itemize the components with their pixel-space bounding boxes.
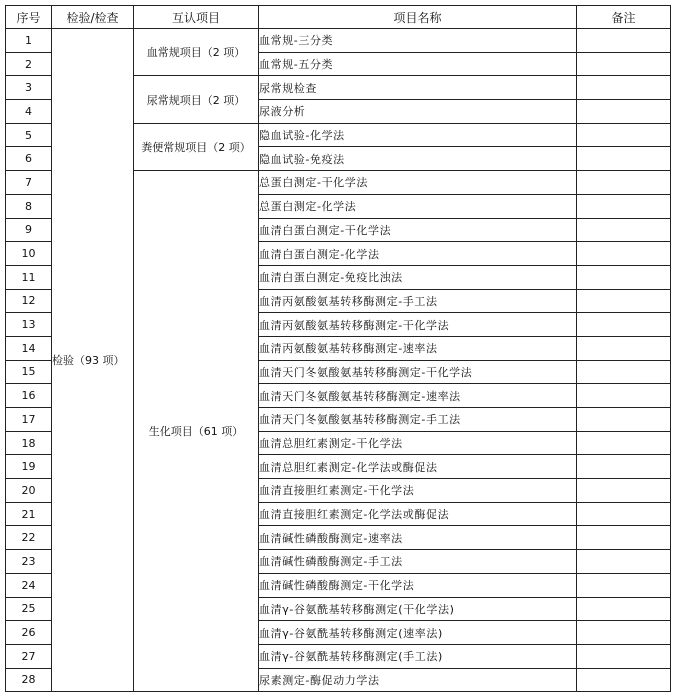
row-note xyxy=(577,147,671,171)
header-category: 检验/检查 xyxy=(52,6,134,29)
row-item-name: 尿常规检查 xyxy=(259,76,577,100)
row-note xyxy=(577,597,671,621)
row-note xyxy=(577,479,671,503)
row-item-name: 血清碱性磷酸酶测定-干化学法 xyxy=(259,573,577,597)
row-item-name: 血清γ-谷氨酰基转移酶测定(速率法) xyxy=(259,621,577,645)
row-seq: 20 xyxy=(6,479,52,503)
row-item-name: 血清天门冬氨酸氨基转移酶测定-速率法 xyxy=(259,384,577,408)
row-seq: 15 xyxy=(6,360,52,384)
row-seq: 11 xyxy=(6,265,52,289)
row-note xyxy=(577,668,671,692)
row-seq: 14 xyxy=(6,336,52,360)
row-seq: 8 xyxy=(6,194,52,218)
row-seq: 16 xyxy=(6,384,52,408)
row-note xyxy=(577,360,671,384)
row-item-name: 血常规-五分类 xyxy=(259,52,577,76)
row-item-name: 血清天门冬氨酸氨基转移酶测定-手工法 xyxy=(259,408,577,432)
row-item-name: 血清白蛋白测定-化学法 xyxy=(259,242,577,266)
group-cell: 生化项目（61 项） xyxy=(134,171,259,692)
group-cell: 血常规项目（2 项） xyxy=(134,29,259,76)
row-note xyxy=(577,265,671,289)
row-item-name: 尿素测定-酶促动力学法 xyxy=(259,668,577,692)
row-note xyxy=(577,218,671,242)
row-item-name: 血清丙氨酸氨基转移酶测定-手工法 xyxy=(259,289,577,313)
row-seq: 5 xyxy=(6,123,52,147)
row-seq: 6 xyxy=(6,147,52,171)
row-seq: 10 xyxy=(6,242,52,266)
row-seq: 21 xyxy=(6,502,52,526)
category-cell: 检验（93 项） xyxy=(52,29,134,692)
header-name: 项目名称 xyxy=(259,6,577,29)
row-note xyxy=(577,644,671,668)
row-seq: 26 xyxy=(6,621,52,645)
row-seq: 18 xyxy=(6,431,52,455)
table-body xyxy=(6,29,671,692)
row-item-name: 血清直接胆红素测定-化学法或酶促法 xyxy=(259,502,577,526)
row-item-name: 血清丙氨酸氨基转移酶测定-速率法 xyxy=(259,336,577,360)
row-note xyxy=(577,289,671,313)
row-note xyxy=(577,573,671,597)
row-seq: 23 xyxy=(6,550,52,574)
row-item-name: 血清天门冬氨酸氨基转移酶测定-干化学法 xyxy=(259,360,577,384)
row-note xyxy=(577,455,671,479)
mutual-recognition-table xyxy=(5,5,671,692)
row-seq: 12 xyxy=(6,289,52,313)
row-note xyxy=(577,526,671,550)
row-item-name: 血清白蛋白测定-干化学法 xyxy=(259,218,577,242)
row-note xyxy=(577,123,671,147)
row-item-name: 血清碱性磷酸酶测定-速率法 xyxy=(259,526,577,550)
row-note xyxy=(577,100,671,124)
row-note xyxy=(577,313,671,337)
row-item-name: 血清总胆红素测定-化学法或酶促法 xyxy=(259,455,577,479)
row-item-name: 血清γ-谷氨酰基转移酶测定(干化学法) xyxy=(259,597,577,621)
row-note xyxy=(577,76,671,100)
row-note xyxy=(577,502,671,526)
group-cell: 粪便常规项目（2 项） xyxy=(134,123,259,170)
row-note xyxy=(577,29,671,53)
row-seq: 25 xyxy=(6,597,52,621)
table-row xyxy=(6,29,671,53)
row-item-name: 尿液分析 xyxy=(259,100,577,124)
row-seq: 19 xyxy=(6,455,52,479)
row-note xyxy=(577,621,671,645)
row-seq: 24 xyxy=(6,573,52,597)
row-item-name: 总蛋白测定-化学法 xyxy=(259,194,577,218)
row-seq: 4 xyxy=(6,100,52,124)
row-note xyxy=(577,242,671,266)
table-header-row xyxy=(6,6,671,29)
group-cell: 尿常规项目（2 项） xyxy=(134,76,259,123)
row-seq: 13 xyxy=(6,313,52,337)
row-item-name: 隐血试验-免疫法 xyxy=(259,147,577,171)
header-note: 备注 xyxy=(577,6,671,29)
row-seq: 28 xyxy=(6,668,52,692)
row-item-name: 总蛋白测定-干化学法 xyxy=(259,171,577,195)
row-item-name: 血清丙氨酸氨基转移酶测定-干化学法 xyxy=(259,313,577,337)
row-seq: 7 xyxy=(6,171,52,195)
row-item-name: 血清直接胆红素测定-干化学法 xyxy=(259,479,577,503)
row-seq: 1 xyxy=(6,29,52,53)
header-seq: 序号 xyxy=(6,6,52,29)
row-note xyxy=(577,550,671,574)
row-item-name: 血清碱性磷酸酶测定-手工法 xyxy=(259,550,577,574)
row-seq: 2 xyxy=(6,52,52,76)
row-note xyxy=(577,171,671,195)
row-item-name: 血清γ-谷氨酰基转移酶测定(手工法) xyxy=(259,644,577,668)
row-item-name: 隐血试验-化学法 xyxy=(259,123,577,147)
row-seq: 22 xyxy=(6,526,52,550)
row-note xyxy=(577,384,671,408)
row-note xyxy=(577,431,671,455)
row-item-name: 血常规-三分类 xyxy=(259,29,577,53)
row-note xyxy=(577,336,671,360)
row-item-name: 血清总胆红素测定-干化学法 xyxy=(259,431,577,455)
header-group: 互认项目 xyxy=(134,6,259,29)
row-seq: 27 xyxy=(6,644,52,668)
row-seq: 9 xyxy=(6,218,52,242)
row-seq: 17 xyxy=(6,408,52,432)
row-item-name: 血清白蛋白测定-免疫比浊法 xyxy=(259,265,577,289)
row-note xyxy=(577,194,671,218)
row-note xyxy=(577,408,671,432)
row-note xyxy=(577,52,671,76)
row-seq: 3 xyxy=(6,76,52,100)
